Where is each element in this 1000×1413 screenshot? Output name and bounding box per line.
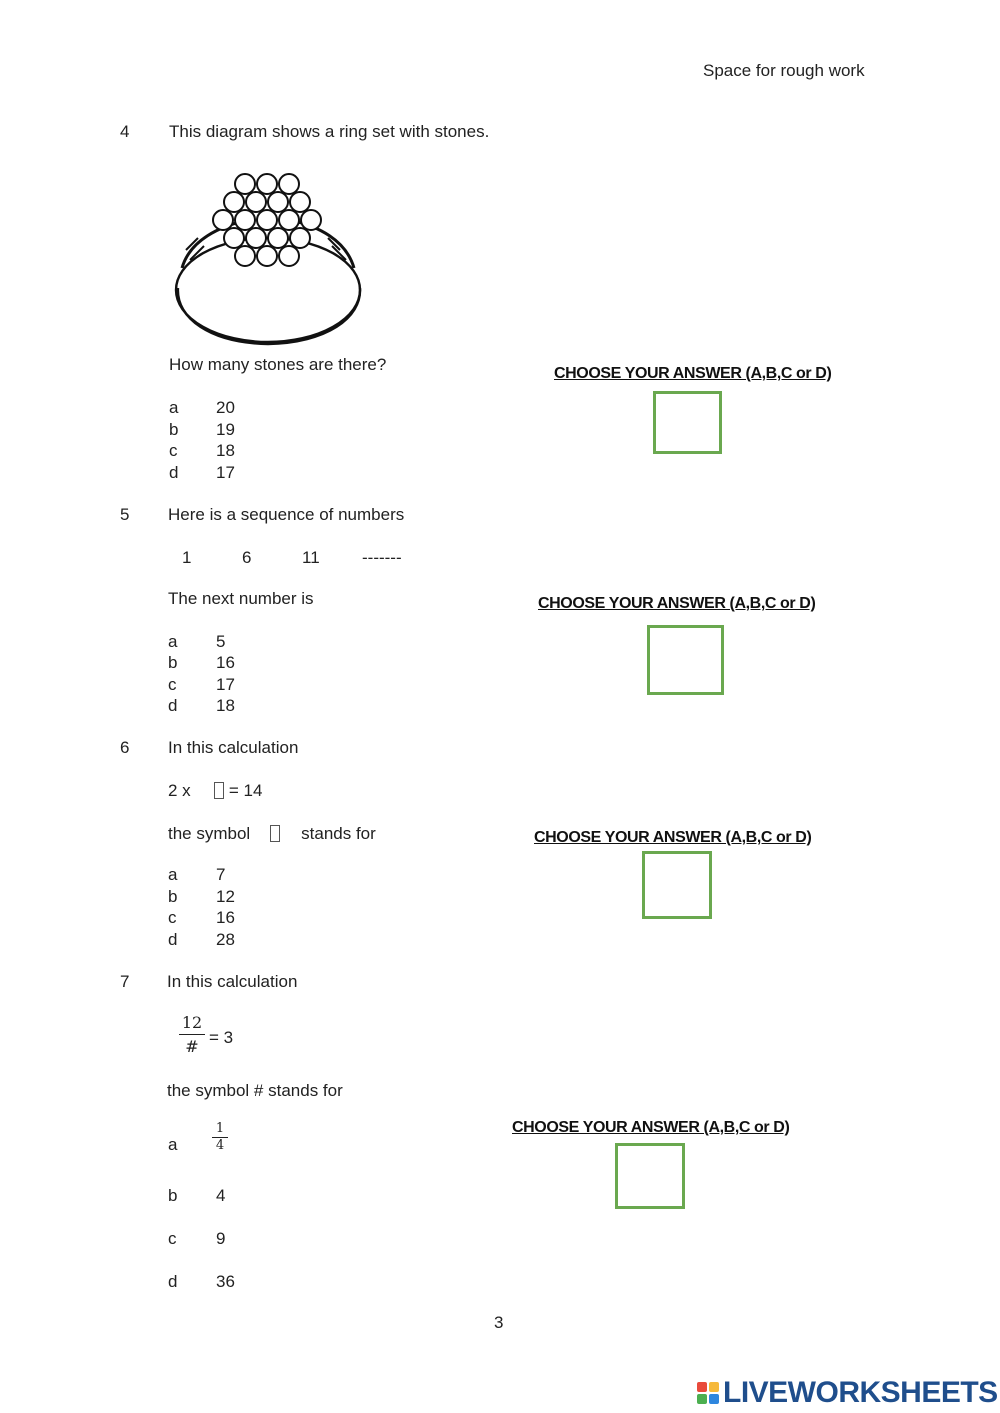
logo-tile [709, 1394, 719, 1404]
question-6-text: In this calculation [168, 738, 299, 757]
choose-answer-label-q7: CHOOSE YOUR ANSWER (A,B,C or D) [512, 1119, 790, 1136]
page-number: 3 [494, 1313, 504, 1332]
option-letter: b [168, 887, 178, 906]
fraction-12-over-hash [179, 1013, 205, 1056]
stone-row-3 [213, 210, 321, 230]
logo-tile [697, 1382, 707, 1392]
fraction-equals: = 3 [209, 1028, 234, 1047]
answer-box-q6[interactable] [642, 851, 712, 919]
option-letter: b [168, 653, 178, 672]
option-letter: c [168, 908, 177, 927]
option-value: 19 [216, 420, 235, 439]
symbol-pre: the symbol [168, 824, 251, 843]
option-letter: a [168, 632, 178, 651]
option-value: 17 [216, 675, 235, 694]
option-letter: c [168, 675, 177, 694]
option-letter: d [169, 463, 179, 482]
unknown-symbol-box [270, 825, 280, 842]
answer-box-q7[interactable] [615, 1143, 685, 1209]
option-value: 4 [216, 1186, 226, 1205]
symbol-question [168, 824, 376, 844]
answer-box-q5[interactable] [647, 625, 724, 695]
fraction-denominator: 4 [215, 1138, 225, 1153]
logo-tile [709, 1382, 719, 1392]
question-4-prompt: How many stones are there? [169, 355, 387, 374]
option-letter: a [168, 1135, 178, 1154]
option-value: 12 [216, 887, 235, 906]
calculation-line [168, 781, 262, 801]
option-value: 16 [216, 653, 235, 672]
stone-row-5 [235, 246, 299, 266]
logo-tile [697, 1394, 707, 1404]
sequence-term: 11 [302, 548, 320, 567]
sequence-term: 1 [182, 548, 192, 567]
question-4-number: 4 [120, 122, 130, 141]
logo-tiles-icon [697, 1382, 719, 1404]
rough-work-label: Space for rough work [703, 61, 865, 80]
option-letter: b [168, 1186, 178, 1205]
option-value: 20 [216, 398, 235, 417]
option-value: 9 [216, 1229, 226, 1248]
answer-box-q4[interactable] [653, 391, 722, 454]
option-letter: d [168, 1272, 178, 1291]
question-6-number: 6 [120, 738, 130, 757]
choose-answer-label-q6: CHOOSE YOUR ANSWER (A,B,C or D) [534, 829, 812, 846]
option-value: 7 [216, 865, 226, 884]
fraction-numerator: 12 [181, 1013, 203, 1032]
question-5-number: 5 [120, 505, 130, 524]
option-letter: c [168, 1229, 177, 1248]
choose-answer-label-q4: CHOOSE YOUR ANSWER (A,B,C or D) [554, 365, 832, 382]
logo-text: LIVEWORKSHEETS [723, 1376, 998, 1409]
option-value: 5 [216, 632, 226, 651]
sequence-blank: ------- [362, 548, 402, 567]
question-7-text: In this calculation [167, 972, 298, 991]
option-value: 18 [216, 441, 235, 460]
option-letter: d [168, 930, 178, 949]
liveworksheets-logo [697, 1377, 998, 1409]
fraction-numerator: 1 [215, 1121, 225, 1136]
question-7-prompt: the symbol # stands for [167, 1081, 343, 1100]
stone-row-1 [235, 174, 299, 194]
ring-diagram [170, 168, 370, 350]
option-value: 17 [216, 463, 235, 482]
question-4-text: This diagram shows a ring set with stones. [169, 122, 490, 141]
option-letter: a [169, 398, 179, 417]
option-fraction-one-quarter [212, 1122, 228, 1153]
sequence-term: 6 [242, 548, 252, 567]
option-letter: a [168, 865, 178, 884]
calc-left: 2 x [168, 781, 191, 800]
option-value: 18 [216, 696, 235, 715]
calc-right: = 14 [228, 781, 263, 800]
option-letter: d [168, 696, 178, 715]
unknown-symbol-box [214, 782, 224, 799]
choose-answer-label-q5: CHOOSE YOUR ANSWER (A,B,C or D) [538, 595, 816, 612]
question-5-prompt: The next number is [168, 589, 314, 608]
fraction-denominator: # [185, 1037, 199, 1056]
symbol-post: stands for [301, 824, 376, 843]
option-value: 16 [216, 908, 235, 927]
question-7-number: 7 [120, 972, 130, 991]
option-letter: c [169, 441, 178, 460]
option-value: 28 [216, 930, 235, 949]
option-letter: b [169, 420, 179, 439]
option-value: 36 [216, 1272, 235, 1291]
question-5-text: Here is a sequence of numbers [168, 505, 405, 524]
